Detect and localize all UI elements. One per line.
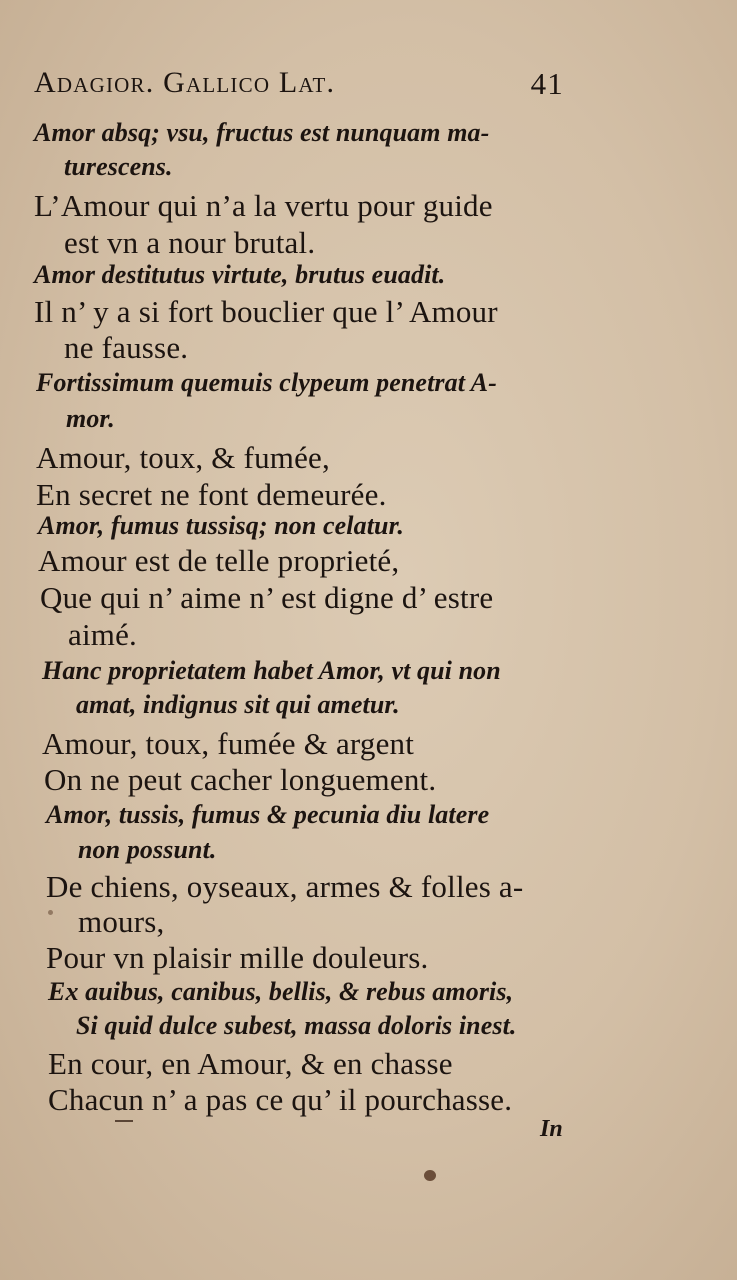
text-line: En cour, en Amour, & en chasse [48,1046,453,1081]
text-line: Amor, fumus tussisq; non celatur. [38,511,404,540]
text-line: De chiens, oyseaux, armes & folles a- [46,869,524,904]
text-line: Chacun n’ a pas ce qu’ il pourchasse. [48,1082,513,1117]
catchword: In [540,1116,563,1142]
text-line: non possunt. [78,835,217,864]
ink-mark [115,1120,133,1122]
text-line: mor. [66,404,115,433]
running-title: Adagior. Gallico Lat. [34,66,336,99]
text-line: Amour, toux, fumée & argent [42,726,415,761]
text-line: Amor absq; vsu, fructus est nunquam ma- [34,118,490,147]
ink-spot [424,1170,436,1181]
text-line: Si quid dulce subest, massa doloris inest. [76,1011,517,1040]
text-line: Amour, toux, & fumée, [36,440,330,475]
text-line: Amor, tussis, fumus & pecunia diu latere [46,800,490,829]
text-line: On ne peut cacher longuement. [44,762,437,797]
text-line: turescens. [64,152,173,181]
ink-spot [48,910,53,915]
text-line: Ex auibus, canibus, bellis, & rebus amoris, [48,977,514,1006]
page-number: 41 [530,66,564,101]
text-line: est vn a nour brutal. [64,225,316,260]
text-line: Amour est de telle proprieté, [38,543,400,578]
text-line: amat, indignus sit qui ametur. [76,690,400,719]
text-line: Il n’ y a si fort bouclier que l’ Amour [34,294,498,329]
text-line: Pour vn plaisir mille douleurs. [46,940,429,975]
text-line: aimé. [68,617,137,652]
text-line: ne fausse. [64,330,189,365]
running-header [34,66,564,102]
text-line: L’Amour qui n’a la vertu pour guide [34,188,493,223]
text-line: Fortissimum quemuis clypeum penetrat A- [36,368,497,397]
text-line: Amor destitutus virtute, brutus euadit. [34,260,446,289]
text-line: Que qui n’ aime n’ est digne d’ estre [40,580,494,615]
text-line: En secret ne font demeurée. [36,477,387,512]
text-line: Hanc proprietatem habet Amor, vt qui non [42,656,501,685]
text-line: mours, [78,904,165,939]
